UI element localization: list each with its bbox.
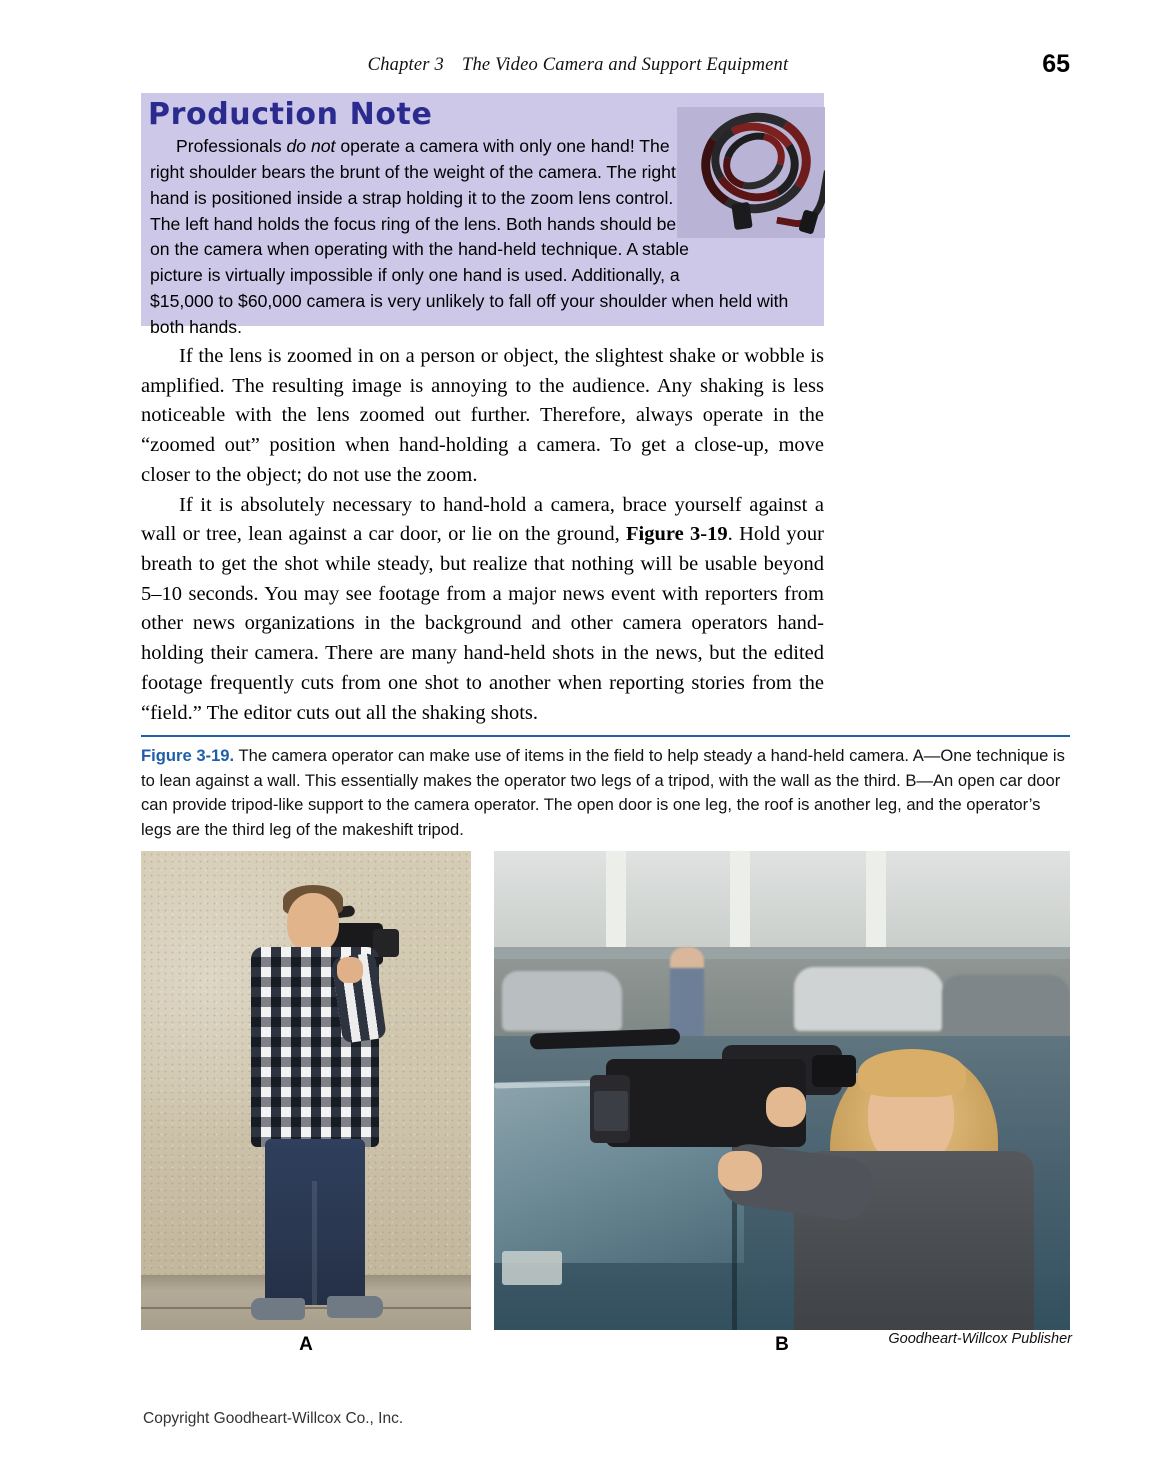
figure-photo-a bbox=[141, 851, 471, 1330]
operator-hand-a bbox=[337, 957, 363, 983]
page-number: 65 bbox=[1042, 50, 1070, 78]
body-text bbox=[141, 342, 824, 728]
background-car-2 bbox=[794, 967, 944, 1031]
operator-right-shoe-a bbox=[327, 1296, 383, 1318]
cable-coil-photo bbox=[677, 107, 825, 238]
building-column-1 bbox=[606, 851, 626, 959]
operator-bangs-b bbox=[858, 1049, 966, 1097]
figure-caption-text: The camera operator can make use of items in the field to help steady a hand-held camera. A—One technique is to lean against a wall. This essentially makes the operator two legs of a tripod, with the wall as the third. B—An open car door can provide tripod-like support to the camera operator. The open door is one leg, the roof is another leg, and the operator’s legs are the third leg of the makeshift tripod. bbox=[141, 746, 1065, 839]
body-paragraph-2-part1: If it is absolutely necessary to hand-hold a camera, brace yourself against a wall or tree, lean against a car door, or lie on the ground, bbox=[141, 493, 824, 546]
camera-lcd-screen-b bbox=[594, 1091, 628, 1131]
building-background bbox=[494, 851, 1070, 959]
running-head-title: The Video Camera and Support Equipment bbox=[461, 55, 789, 75]
copyright-line: Copyright Goodheart-Willcox Co., Inc. bbox=[143, 1410, 404, 1427]
building-eave bbox=[494, 947, 1070, 959]
ground-seam-line bbox=[141, 1307, 471, 1309]
building-column-2 bbox=[730, 851, 750, 959]
body-paragraph-2 bbox=[141, 491, 824, 729]
figure-reference: Figure 3-19 bbox=[626, 523, 728, 546]
body-paragraph-2-part2: . Hold your breath to get the shot while steady, but realize that nothing will be usable beyond 5–10 seconds. You may see footage from a major news event with reporters from other news organizations in the background and other camera operators hand-holding their camera. There are many hand-held shots in the news, but the edited footage frequently cuts from one shot to another when reporting stories from the “field.” The editor cuts out all the shaking shots. bbox=[141, 523, 825, 724]
background-car-3 bbox=[942, 975, 1070, 1037]
production-note-emphasis: do not bbox=[286, 136, 336, 156]
running-head-chapter: Chapter 3 bbox=[367, 55, 444, 75]
operator-head-a bbox=[287, 893, 339, 953]
cable-plug-left bbox=[731, 202, 752, 230]
figure-divider-rule bbox=[141, 735, 1070, 737]
body-paragraph-1: If the lens is zoomed in on a person or object, the slightest shake or wobble is amplified. The resulting image is annoying to the audience. Any shaking is less noticeable with the lens zoomed out further. Therefore, always operate in the “zoomed out” position when hand-holding a camera. To get a close-up, move closer to the object; do not use the zoom. bbox=[141, 345, 824, 486]
figure-caption bbox=[141, 744, 1070, 842]
operator-left-hand-b bbox=[718, 1151, 762, 1191]
background-car-1 bbox=[502, 971, 622, 1031]
camera-viewfinder-b bbox=[812, 1055, 856, 1087]
production-note-title: Production Note bbox=[148, 97, 433, 132]
figure-label-a: A bbox=[299, 1334, 313, 1355]
photo-credit: Goodheart-Willcox Publisher bbox=[888, 1331, 1072, 1347]
building-column-3 bbox=[866, 851, 886, 959]
operator-right-hand-b bbox=[766, 1087, 806, 1127]
figure-number: Figure 3-19. bbox=[141, 746, 235, 765]
running-head bbox=[0, 55, 1156, 76]
production-note-text-part2: operate a camera with only one hand! The right shoulder bears the brunt of the weight of the camera. The right hand is positioned inside a strap holding it to the zoom lens control. The left hand holds the focus ring of the lens. Both hands should be on the camera when operating with the hand-held technique. A stable picture is virtually impossible if only one hand is used. Additionally, a $15,000 to $60,000 camera is very unlikely to fall off your shoulder when held with both hands. bbox=[150, 136, 789, 338]
figure-label-b: B bbox=[775, 1334, 789, 1355]
figure-photo-b bbox=[494, 851, 1070, 1330]
production-note-box bbox=[141, 93, 824, 338]
operator-left-shoe-a bbox=[251, 1298, 305, 1320]
operator-jeans-seam-a bbox=[312, 1181, 317, 1305]
car-sticker bbox=[502, 1251, 562, 1285]
production-note-text-part1: Professionals bbox=[176, 136, 287, 156]
